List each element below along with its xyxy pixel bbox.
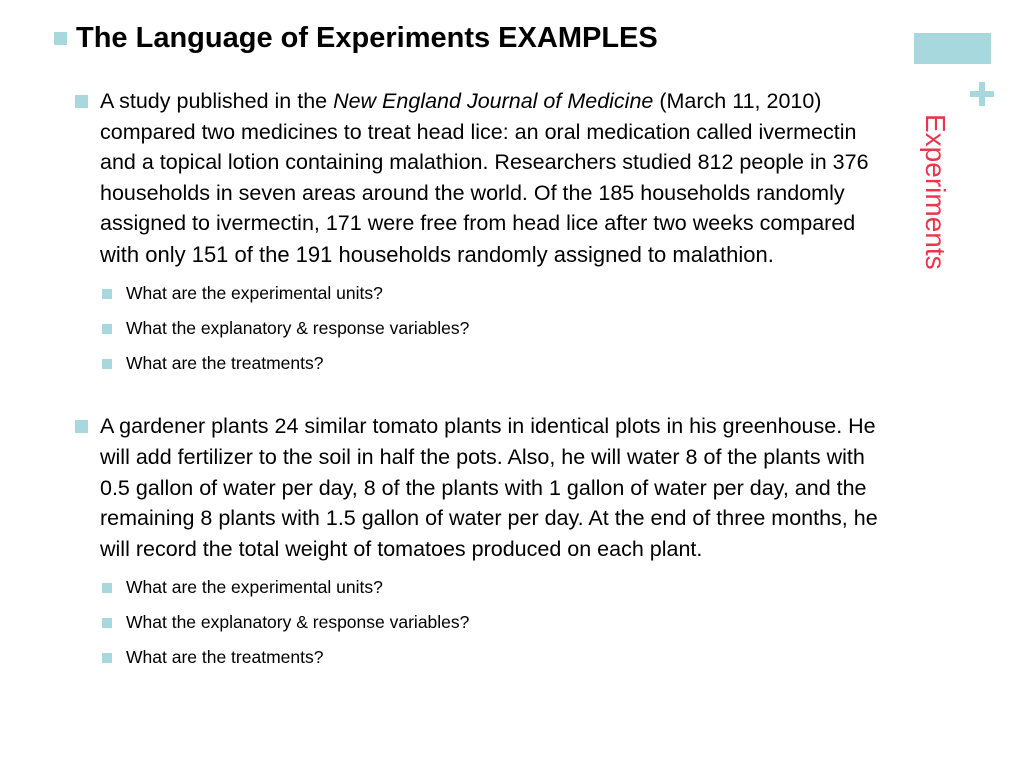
example-1-text-start: A study published in the bbox=[100, 89, 334, 113]
question-item bbox=[126, 570, 895, 605]
example-2 bbox=[100, 411, 895, 675]
question-text: What are the experimental units? bbox=[126, 283, 383, 304]
example-1-last-line: with only 151 of the 191 households randomly assigned to malathion. bbox=[100, 241, 774, 267]
example-1-paragraph bbox=[100, 86, 895, 270]
sub-bullet-icon bbox=[102, 583, 112, 593]
question-text: What are the treatments? bbox=[126, 647, 324, 668]
example-1 bbox=[100, 86, 895, 381]
question-text: What are the treatments? bbox=[126, 353, 324, 374]
slide-title: The Language of Experiments EXAMPLES bbox=[76, 22, 658, 54]
question-text: What the explanatory & response variables? bbox=[126, 612, 470, 633]
question-text: What are the experimental units? bbox=[126, 577, 383, 598]
slide-content bbox=[100, 86, 895, 675]
question-item bbox=[126, 346, 895, 381]
journal-name: New England Journal of Medicine bbox=[333, 89, 654, 113]
question-item bbox=[126, 605, 895, 640]
sub-bullet-icon bbox=[102, 653, 112, 663]
spacer bbox=[100, 381, 895, 411]
sub-bullet-icon bbox=[102, 618, 112, 628]
example-2-text: A gardener plants 24 similar tomato plants in identical plots in his greenhouse. He will add fertilizer to the soil in half the pots. Also, he will water 8 of the plants with 0.5 gallon of water per day, 8 of the plants with 1 gallon of water per day, and the remaining 8 plants with 1.5 gallon of water per day. At the end of three months, he will record the total weight of tomatoes produced on each plant. bbox=[100, 414, 878, 561]
example-2-paragraph bbox=[100, 411, 895, 564]
sub-bullet-icon bbox=[102, 289, 112, 299]
paragraph-bullet-icon bbox=[75, 95, 88, 108]
example-1-questions bbox=[100, 276, 895, 381]
plus-icon bbox=[968, 80, 996, 108]
side-label: Experiments bbox=[920, 114, 951, 270]
sub-bullet-icon bbox=[102, 324, 112, 334]
decorative-bar bbox=[914, 33, 991, 64]
paragraph-bullet-icon bbox=[75, 420, 88, 433]
question-item bbox=[126, 311, 895, 346]
slide-title-block bbox=[76, 18, 658, 58]
question-item bbox=[126, 640, 895, 675]
question-item bbox=[126, 276, 895, 311]
title-bullet-icon bbox=[54, 32, 67, 45]
question-text: What the explanatory & response variables? bbox=[126, 318, 470, 339]
example-1-text-end: (March 11, 2010) compared two medicines to treat head lice: an oral medication called ivermectin and a topical lotion containing malathion. Researchers studied 812 people in 376 households in seven areas around the world. Of the 185 households randomly assigned to ivermectin, 171 were free from head lice after two weeks compared bbox=[100, 89, 869, 236]
example-2-questions bbox=[100, 570, 895, 675]
sub-bullet-icon bbox=[102, 359, 112, 369]
